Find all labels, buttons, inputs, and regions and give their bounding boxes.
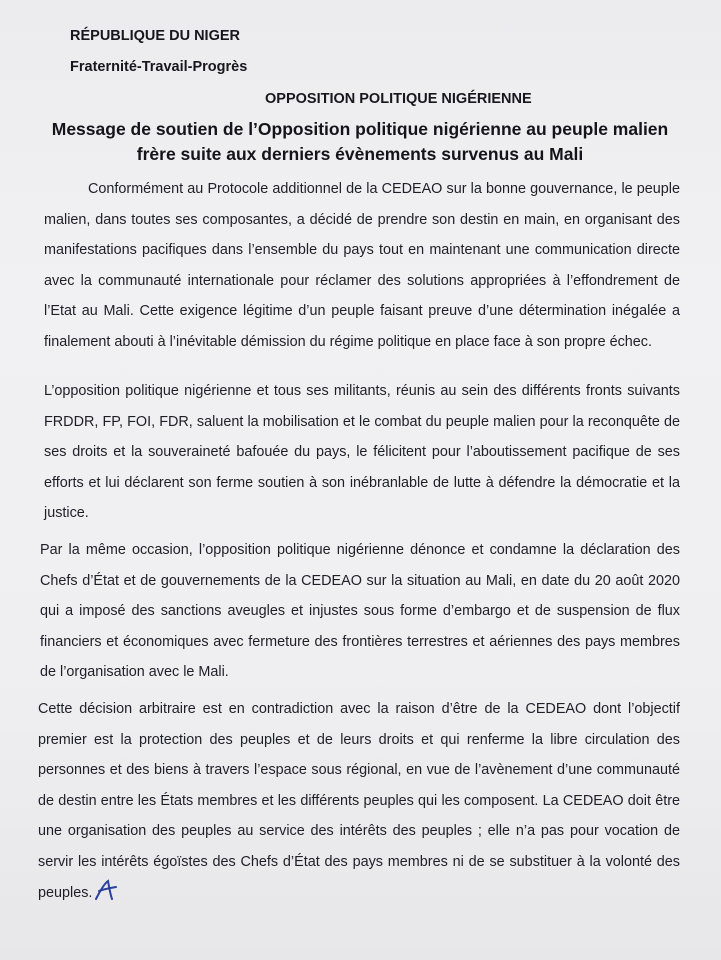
paragraph-1: Conformément au Protocole additionnel de la CEDEAO sur la bonne gouvernance, le peuple malien, dans toutes ses composantes, a décidé de prendre son destin en main, en organisant des manifestations pacifiques dans l’ensemble du pays tout en maintenant une communication directe avec la communauté internationale pour réclamer des solutions appropriées à l’effondrement de l’Etat au Mali. Cette exigence légitime d’un peuple faisant preuve d’une détermination inégalée a finalement abouti à l’inévitable démission du régime politique en place face à son propre échec. — [44, 181, 680, 350]
paragraph-3: Par la même occasion, l’opposition politique nigérienne dénonce et condamne la déclaration des Chefs d’État et de gouvernements de la CEDEAO sur la situation au Mali, en date du 20 août 2020 qui a imposé des sanctions aveugles et injustes sous forme d’embargo et de suspension de flux financiers et économiques avec fermeture des frontières terrestres et aériennes des pays membres de l’organisation avec le Mali. — [40, 542, 680, 681]
header-organization: OPPOSITION POLITIQUE NIGÉRIENNE — [265, 91, 532, 107]
handwritten-initials-icon — [94, 879, 118, 901]
paragraph-4-text: Cette décision arbitraire est en contradiction avec la raison d’être de la CEDEAO dont l’objectif premier est la protection des peuples et de leurs droits et qui renferme la libre circulation des personnes et des biens à travers l’espace sous régional, en vue de l’avènement d’une communauté de destin entre les États membres et les différents peuples qui les composent. La CEDEAO doit être une organisation des peuples au service des intérêts des peuples ; elle n’a pas pour vocation de servir les intérêts égoïstes des Chefs d’État des pays membres ni de se substituer à la volonté des peuples. — [38, 701, 680, 901]
paragraph-4 — [38, 694, 680, 908]
header-republic: RÉPUBLIQUE DU NIGER — [70, 28, 240, 44]
header-motto: Fraternité-Travail-Progrès — [70, 59, 248, 75]
document-title: Message de soutien de l’Opposition politique nigérienne au peuple malien frère suite aux derniers évènements survenus au Mali — [51, 119, 669, 164]
paragraph-2: L’opposition politique nigérienne et tous ses militants, réunis au sein des différents fronts suivants FRDDR, FP, FOI, FDR, saluent la mobilisation et le combat du peuple malien pour la reconquête de ses droits et la souveraineté bafouée du pays, le félicitent pour l’aboutissement pacifique de ses efforts et lui déclarent son ferme soutien à son inébranlable de lutte à défendre la démocratie et la justice. — [44, 383, 680, 522]
